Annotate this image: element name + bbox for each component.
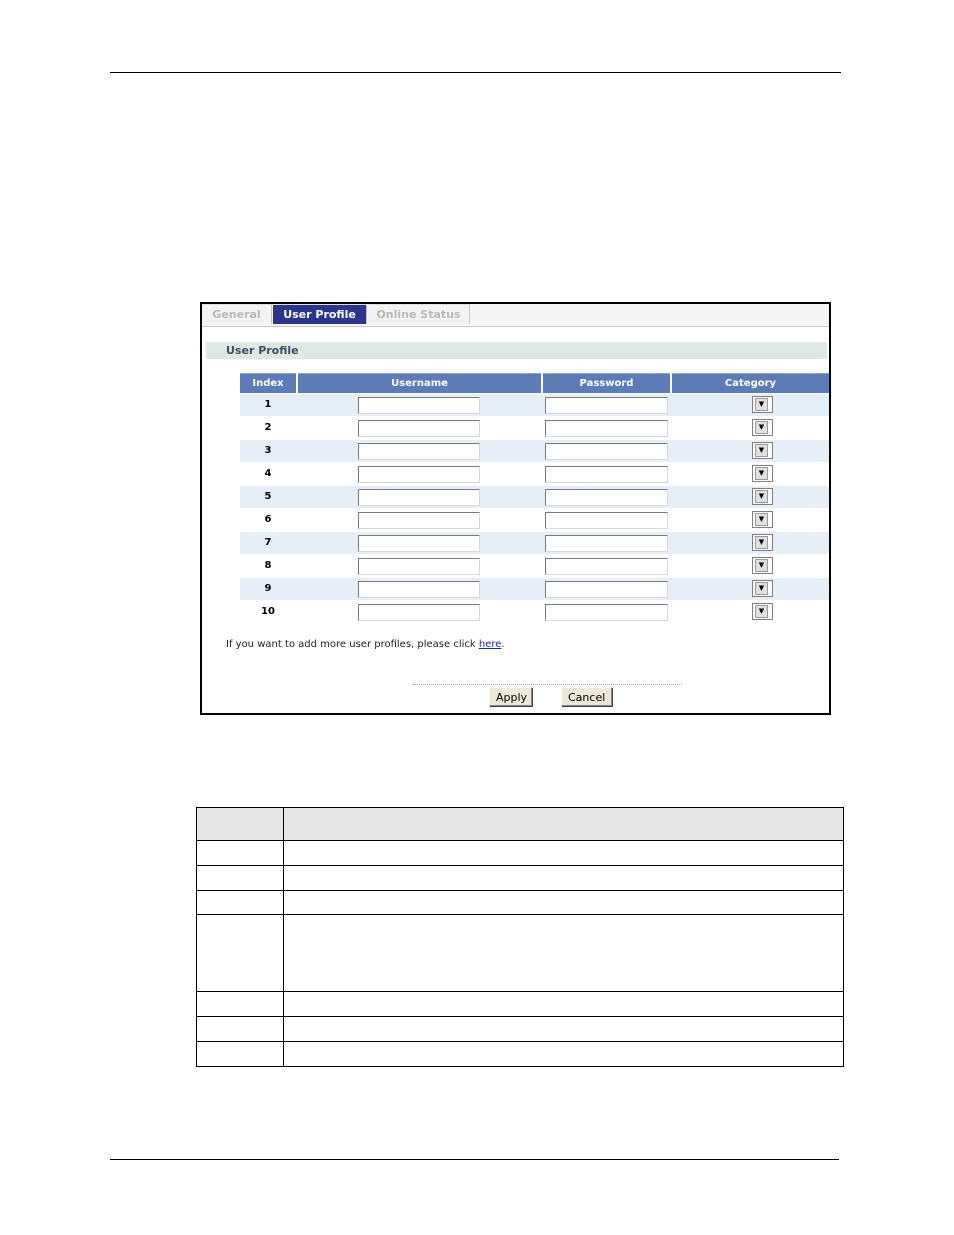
category-select[interactable] (752, 419, 773, 436)
note-text: If you want to add more user profiles, please click (226, 639, 479, 650)
table-row (240, 554, 829, 577)
table-row (240, 600, 829, 623)
row-background (240, 509, 829, 531)
table-header-row (240, 373, 829, 393)
password-input[interactable] (545, 604, 668, 621)
page-top-rule (110, 72, 841, 73)
table-row (240, 531, 829, 554)
password-input[interactable] (545, 397, 668, 414)
apply-button[interactable]: Apply (489, 687, 532, 706)
section-title: User Profile (206, 342, 827, 359)
page-bottom-rule (110, 1159, 839, 1160)
header-index: Index (240, 373, 296, 393)
tab-bar (202, 304, 829, 327)
chevron-down-icon: ▼ (755, 490, 768, 503)
category-select[interactable] (752, 442, 773, 459)
description-label-cell (197, 915, 284, 992)
username-input[interactable] (358, 558, 480, 575)
username-input[interactable] (358, 604, 480, 621)
username-input[interactable] (358, 535, 480, 552)
description-label-cell (197, 841, 284, 866)
chevron-down-icon: ▼ (755, 444, 768, 457)
row-index: 2 (264, 422, 272, 433)
description-row (197, 866, 844, 891)
description-text-cell (284, 1042, 844, 1067)
user-profile-table (240, 373, 829, 623)
row-index: 9 (264, 583, 272, 594)
cancel-button[interactable]: Cancel (561, 687, 612, 706)
table-row (240, 462, 829, 485)
description-header-label (197, 808, 284, 841)
chevron-down-icon: ▼ (755, 582, 768, 595)
category-select[interactable] (752, 557, 773, 574)
tab-general[interactable]: General (202, 304, 272, 324)
username-input[interactable] (358, 466, 480, 483)
chevron-down-icon: ▼ (755, 513, 768, 526)
tab-user-profile[interactable]: User Profile (273, 304, 367, 324)
category-select[interactable] (752, 603, 773, 620)
dotted-divider (412, 684, 682, 685)
category-select[interactable] (752, 511, 773, 528)
category-select[interactable] (752, 534, 773, 551)
table-row (240, 485, 829, 508)
description-label-cell (197, 891, 284, 915)
password-input[interactable] (545, 558, 668, 575)
description-text-cell (284, 992, 844, 1017)
username-input[interactable] (358, 397, 480, 414)
description-label-cell (197, 992, 284, 1017)
username-input[interactable] (358, 489, 480, 506)
category-select[interactable] (752, 488, 773, 505)
description-text-cell (284, 915, 844, 992)
description-text-cell (284, 1017, 844, 1042)
description-table (196, 807, 844, 1067)
password-input[interactable] (545, 512, 668, 529)
description-row (197, 1042, 844, 1067)
table-row (240, 508, 829, 531)
description-text-cell (284, 841, 844, 866)
description-row (197, 891, 844, 915)
description-row (197, 841, 844, 866)
chevron-down-icon: ▼ (755, 605, 768, 618)
category-select[interactable] (752, 580, 773, 597)
tab-online-status[interactable]: Online Status (368, 304, 470, 324)
chevron-down-icon: ▼ (755, 467, 768, 480)
row-index: 7 (264, 537, 272, 548)
table-body (240, 393, 829, 623)
description-label-cell (197, 1042, 284, 1067)
row-index: 1 (264, 399, 272, 410)
row-background (240, 532, 829, 554)
note-suffix: . (501, 639, 505, 650)
add-more-note (226, 639, 505, 650)
row-index: 6 (264, 514, 272, 525)
header-username: Username (298, 373, 541, 393)
table-row (240, 577, 829, 600)
table-row (240, 393, 829, 416)
row-index: 3 (264, 445, 272, 456)
chevron-down-icon: ▼ (755, 559, 768, 572)
description-header-text (284, 808, 844, 841)
row-index: 4 (264, 468, 272, 479)
description-text-cell (284, 866, 844, 891)
screenshot-window (200, 302, 831, 715)
row-background (240, 601, 829, 623)
category-select[interactable] (752, 465, 773, 482)
row-index: 5 (264, 491, 272, 502)
password-input[interactable] (545, 535, 668, 552)
password-input[interactable] (545, 581, 668, 598)
username-input[interactable] (358, 443, 480, 460)
table-row (240, 416, 829, 439)
description-row (197, 915, 844, 992)
row-background (240, 486, 829, 508)
row-background (240, 394, 829, 416)
password-input[interactable] (545, 489, 668, 506)
category-select[interactable] (752, 396, 773, 413)
password-input[interactable] (545, 420, 668, 437)
chevron-down-icon: ▼ (755, 536, 768, 549)
username-input[interactable] (358, 512, 480, 529)
header-password: Password (543, 373, 670, 393)
row-background (240, 417, 829, 439)
here-link[interactable]: here (478, 639, 502, 650)
description-label-cell (197, 1017, 284, 1042)
password-input[interactable] (545, 466, 668, 483)
row-background (240, 463, 829, 485)
password-input[interactable] (545, 443, 668, 460)
description-text-cell (284, 891, 844, 915)
description-label-cell (197, 866, 284, 891)
row-index: 10 (261, 606, 275, 617)
description-row (197, 992, 844, 1017)
username-input[interactable] (358, 420, 480, 437)
row-background (240, 440, 829, 462)
chevron-down-icon: ▼ (755, 421, 768, 434)
chevron-down-icon: ▼ (755, 398, 768, 411)
username-input[interactable] (358, 581, 480, 598)
row-index: 8 (264, 560, 272, 571)
row-background (240, 555, 829, 577)
table-row (240, 439, 829, 462)
description-row (197, 1017, 844, 1042)
row-background (240, 578, 829, 600)
description-header-row (197, 808, 844, 841)
header-category: Category (672, 373, 829, 393)
